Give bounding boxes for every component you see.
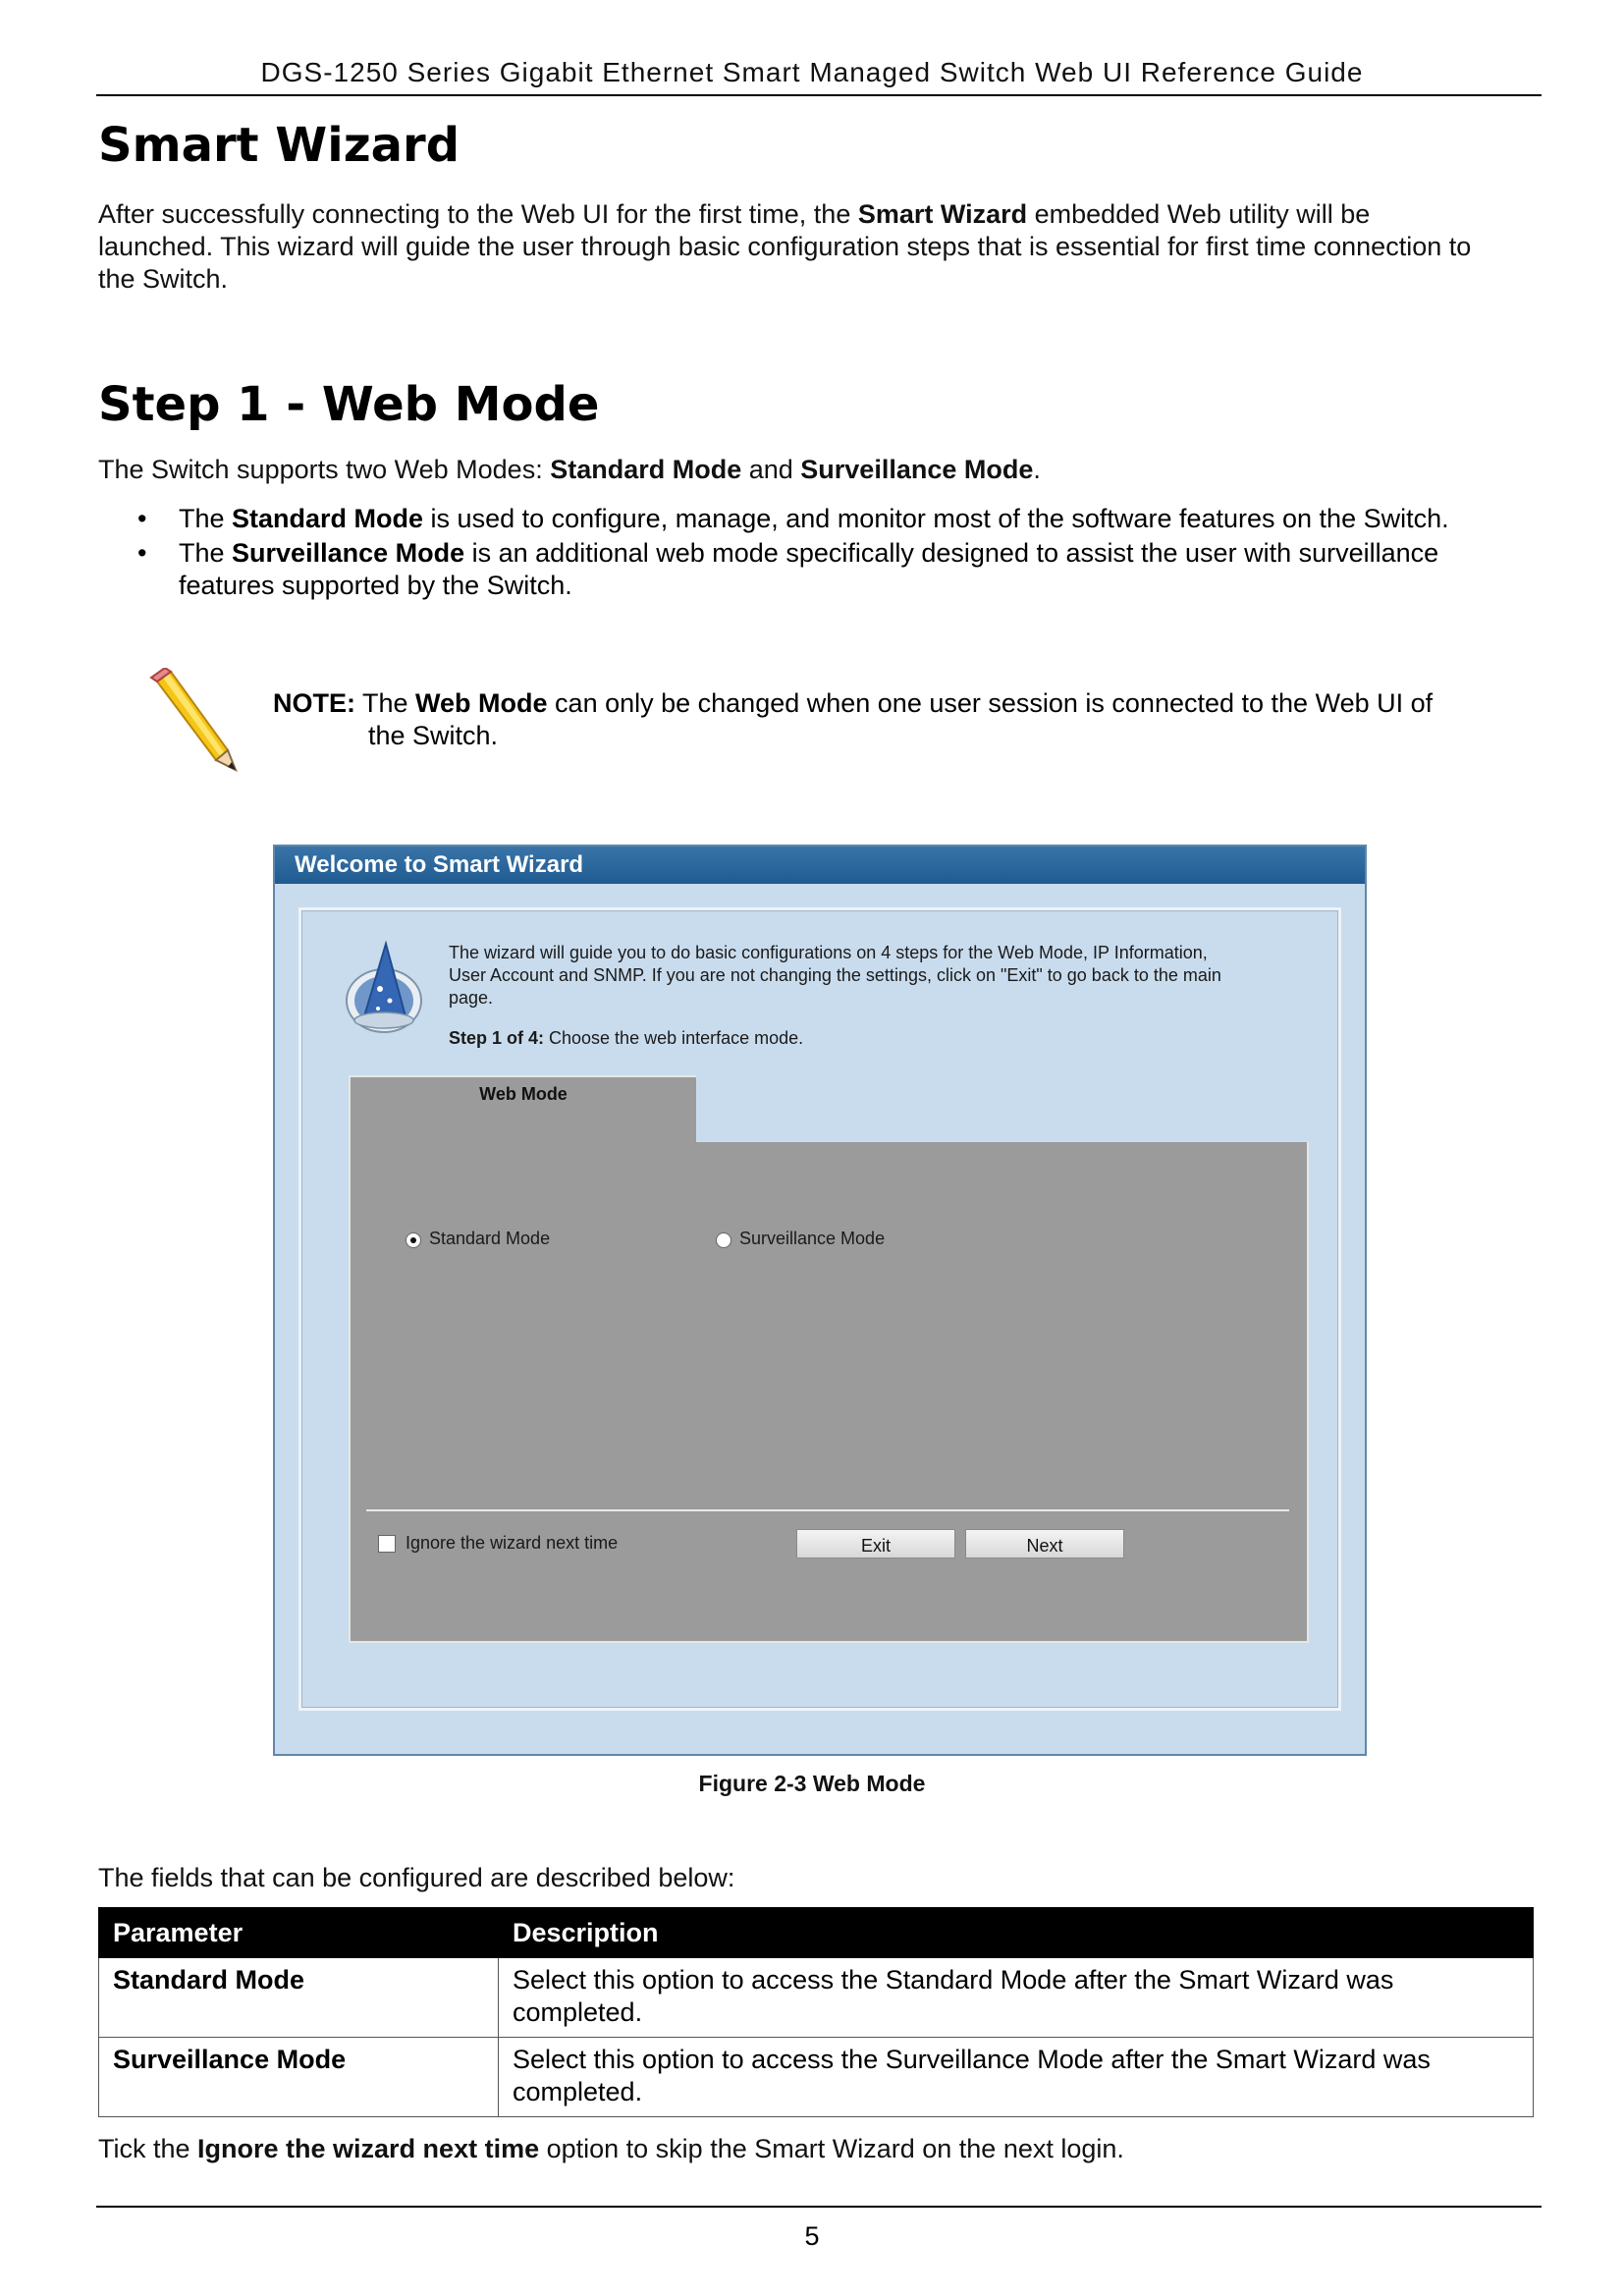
description-line: Select this option to access the Standard Mode after the Smart Wizard was xyxy=(513,1965,1394,1995)
note-text-after: can only be changed when one user session is connected to the Web UI of xyxy=(547,688,1434,718)
web-mode-intro xyxy=(98,454,1532,486)
bullet-text: The xyxy=(179,504,233,533)
bullet-surveillance-mode xyxy=(137,537,1532,602)
tick-note-text: Tick the xyxy=(98,2134,198,2163)
intro-line-3: the Switch. xyxy=(98,264,229,294)
web-mode-intro-bold-surveillance: Surveillance Mode xyxy=(800,455,1034,484)
web-mode-intro-text: The Switch supports two Web Modes: xyxy=(98,455,551,484)
radio-standard-mode[interactable] xyxy=(406,1232,421,1248)
step-label: Step 1 of 4: xyxy=(449,1028,545,1048)
wizard-description-line-1: The wizard will guide you to do basic configurations on 4 steps for the Web Mode, IP Information, xyxy=(449,943,1208,962)
figure-caption: Figure 2-3 Web Mode xyxy=(698,1771,926,1796)
table-header-row xyxy=(99,1908,1534,1958)
intro-line-2: launched. This wizard will guide the user through basic configuration steps that is essential for first time connection to xyxy=(98,232,1472,261)
tick-note xyxy=(98,2133,1532,2165)
web-mode-intro-bold-standard: Standard Mode xyxy=(550,455,742,484)
section-title-smart-wizard: Smart Wizard xyxy=(98,118,460,173)
description-cell xyxy=(499,1958,1534,2038)
next-button[interactable]: Next xyxy=(965,1529,1124,1558)
bullet-bold: Standard Mode xyxy=(232,504,424,533)
wizard-step-indicator xyxy=(449,1028,803,1049)
table-row xyxy=(99,1958,1534,2038)
note-bold-web-mode: Web Mode xyxy=(415,688,548,718)
web-mode-panel xyxy=(349,1142,1309,1643)
header-rule xyxy=(96,94,1542,96)
wizard-content-area xyxy=(298,907,1341,1711)
smart-wizard-intro xyxy=(98,198,1532,296)
radio-surveillance-mode[interactable] xyxy=(716,1232,731,1248)
parameter-cell: Standard Mode xyxy=(99,1958,499,2038)
radio-surveillance-mode-label: Surveillance Mode xyxy=(739,1229,886,1248)
note-line-2: the Switch. xyxy=(368,721,499,750)
pencil-icon xyxy=(137,668,240,776)
web-mode-intro-period: . xyxy=(1033,455,1041,484)
bullet-text: is used to configure, manage, and monitor most of the software features on the Switch. xyxy=(423,504,1449,533)
page-number: 5 xyxy=(804,2221,820,2251)
footer-rule xyxy=(96,2206,1542,2208)
ignore-wizard-label: Ignore the wizard next time xyxy=(406,1533,619,1553)
bullet-text: The xyxy=(179,538,233,568)
tick-note-bold: Ignore the wizard next time xyxy=(197,2134,540,2163)
description-line: completed. xyxy=(513,2077,643,2106)
note-block xyxy=(273,687,1530,752)
note-text: The xyxy=(355,688,416,718)
tab-web-mode[interactable]: Web Mode xyxy=(349,1075,696,1146)
parameter-cell: Surveillance Mode xyxy=(99,2038,499,2117)
table-row xyxy=(99,2038,1534,2117)
exit-button[interactable]: Exit xyxy=(796,1529,955,1558)
tick-note-text-after: option to skip the Smart Wizard on the next login. xyxy=(539,2134,1124,2163)
bullet-text: features supported by the Switch. xyxy=(179,571,572,600)
description-line: Select this option to access the Surveillance Mode after the Smart Wizard was xyxy=(513,2045,1431,2074)
wizard-description xyxy=(449,942,1313,1010)
note-label: NOTE: xyxy=(273,688,355,718)
ignore-wizard-checkbox[interactable] xyxy=(378,1535,396,1553)
parameter-table xyxy=(98,1907,1534,2117)
section-title-web-mode: Step 1 - Web Mode xyxy=(98,377,600,432)
column-header-description: Description xyxy=(499,1908,1534,1958)
description-cell xyxy=(499,2038,1534,2117)
wizard-hat-icon xyxy=(341,940,429,1038)
smart-wizard-window xyxy=(273,845,1367,1756)
web-mode-bullet-list xyxy=(137,503,1532,604)
bullet-standard-mode xyxy=(137,503,1532,535)
fields-intro: The fields that can be configured are described below: xyxy=(98,1863,735,1892)
radio-standard-mode-label: Standard Mode xyxy=(429,1229,551,1248)
step-text: Choose the web interface mode. xyxy=(544,1028,804,1048)
window-title-bar: Welcome to Smart Wizard xyxy=(275,847,1365,884)
wizard-description-line-3: page. xyxy=(449,988,494,1008)
running-header: DGS-1250 Series Gigabit Ethernet Smart Managed Switch Web UI Reference Guide xyxy=(260,57,1364,87)
intro-text-before: After successfully connecting to the Web UI for the first time, the xyxy=(98,199,858,229)
bullet-text: is an additional web mode specifically designed to assist the user with surveillance xyxy=(464,538,1439,568)
bullet-bold: Surveillance Mode xyxy=(232,538,465,568)
column-header-parameter: Parameter xyxy=(99,1908,499,1958)
web-mode-intro-and: and xyxy=(741,455,801,484)
intro-text-after: embedded Web utility will be xyxy=(1027,199,1371,229)
intro-bold-smart-wizard: Smart Wizard xyxy=(857,199,1028,229)
wizard-description-line-2: User Account and SNMP. If you are not changing the settings, click on "Exit" to go back to the main xyxy=(449,965,1221,985)
panel-divider xyxy=(366,1509,1289,1511)
description-line: completed. xyxy=(513,1997,643,2027)
